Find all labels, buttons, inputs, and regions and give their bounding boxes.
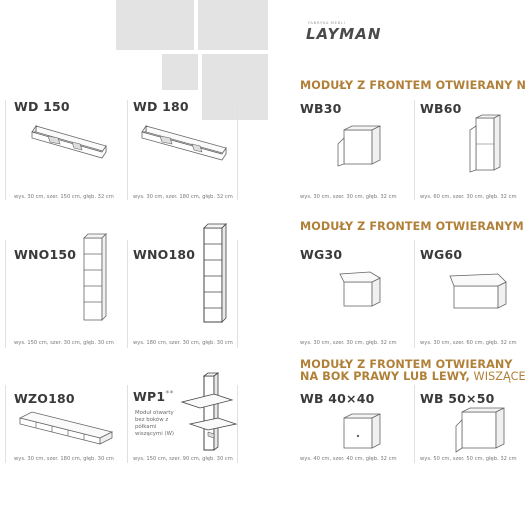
product-dimensions: wys. 60 cm, szer. 30 cm, głęb. 32 cm (420, 194, 517, 200)
shelf-illustration (80, 232, 110, 324)
shelf-illustration (180, 372, 240, 454)
divider (5, 100, 6, 200)
brand-logo: LAYMAN (306, 25, 382, 43)
divider (237, 100, 238, 200)
deco-square (116, 0, 194, 50)
product-name: WZO180 (14, 391, 75, 406)
divider (127, 240, 128, 348)
divider (5, 240, 6, 348)
product-dimensions: wys. 30 cm, szer. 30 cm, głęb. 32 cm (300, 194, 397, 200)
product-name: WG60 (420, 247, 463, 262)
shelf-illustration (200, 222, 230, 326)
cabinet-illustration (336, 272, 386, 312)
cabinet-illustration (466, 114, 506, 176)
section-title: NA BOK PRAWY LUB LEWY, WISZĄCE (300, 370, 526, 383)
divider (414, 100, 415, 200)
product-name: WP1** (133, 389, 174, 405)
product-name: WNO150 (14, 247, 77, 262)
product-dimensions: wys. 30 cm, szer. 180 cm, głęb. 30 cm (14, 456, 114, 462)
divider (5, 385, 6, 463)
product-name: WNO180 (133, 247, 196, 262)
product-dimensions: wys. 30 cm, szer. 60 cm, głęb. 32 cm (420, 340, 517, 346)
divider (414, 385, 415, 463)
shelf-illustration (138, 122, 230, 168)
cabinet-illustration (336, 124, 386, 170)
product-dimensions: wys. 40 cm, szer. 40 cm, głęb. 32 cm (300, 456, 397, 462)
deco-square (198, 0, 268, 50)
section-title: MODUŁY Z FRONTEM OTWIERANY (300, 358, 513, 371)
divider (127, 100, 128, 200)
section-title: MODUŁY Z FRONTEM OTWIERANYM (300, 220, 524, 233)
product-dimensions: wys. 50 cm, szer. 50 cm, głęb. 32 cm (420, 456, 517, 462)
shelf-illustration (16, 404, 116, 448)
product-dimensions: wys. 150 cm, szer. 90 cm, głęb. 30 cm (133, 456, 233, 462)
product-note: Moduł otwarty bez boków z półkami wiszącymi (W) (135, 410, 175, 437)
divider (414, 240, 415, 348)
cabinet-illustration (452, 406, 510, 456)
section-title: MODUŁY Z FRONTEM OTWIERANY N (300, 79, 526, 92)
divider (237, 240, 238, 348)
product-name: WB30 (300, 101, 342, 116)
shelf-illustration (28, 122, 110, 168)
product-dimensions: wys. 30 cm, szer. 30 cm, głęb. 32 cm (300, 340, 397, 346)
deco-square (162, 54, 198, 90)
divider (127, 385, 128, 463)
product-name: WB 50×50 (420, 391, 495, 406)
product-dimensions: wys. 150 cm, szer. 30 cm, głęb. 30 cm (14, 340, 114, 346)
cabinet-illustration (336, 412, 386, 456)
product-dimensions: wys. 30 cm, szer. 150 cm, głęb. 32 cm (14, 194, 114, 200)
brand-subtitle: FABRYKA MEBLI (308, 20, 346, 25)
product-name: WB60 (420, 101, 462, 116)
product-dimensions: wys. 30 cm, szer. 180 cm, głęb. 32 cm (133, 194, 233, 200)
product-name: WD 150 (14, 99, 70, 114)
product-name: WD 180 (133, 99, 189, 114)
product-dimensions: wys. 180 cm, szer. 30 cm, głęb. 30 cm (133, 340, 233, 346)
cabinet-illustration (448, 274, 512, 314)
deco-square (202, 54, 268, 120)
product-name: WG30 (300, 247, 343, 262)
product-name: WB 40×40 (300, 391, 375, 406)
